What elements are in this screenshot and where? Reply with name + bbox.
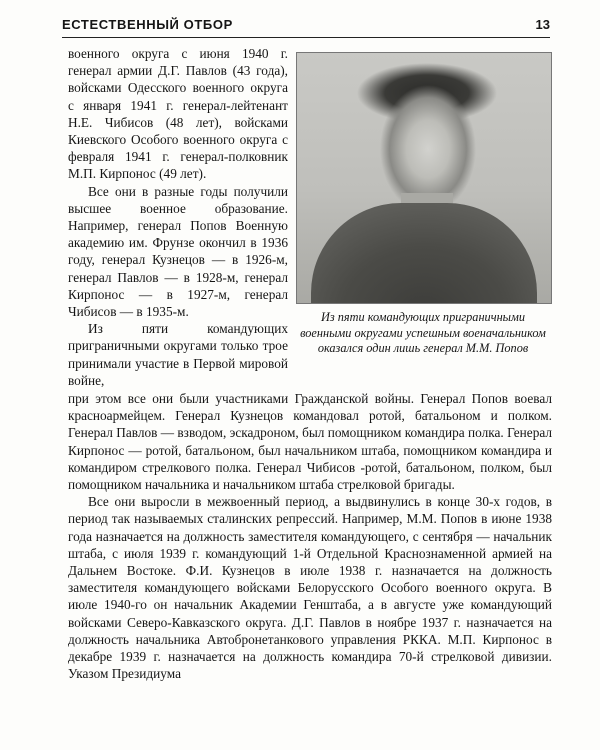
full-width-text: [68, 390, 552, 682]
photo-uniform: [311, 203, 537, 304]
paragraph-3-rest: при этом все они были участниками Гражданской войны. Генерал Попов воевал красноармейцем. Генерал Кузнецов командовал ротой, батальоном и полком. Генерал Павлов — взводом, эскадроном, был помощником командира полка. Генерал Кирпонос — ротой, батальоном, был начальником штаба, помощником командира и командиром стрелкового полка. Генерал Чибисов -ротой, батальоном, полком, был помощником начальника и начальником штаба стрелковой бригады.: [68, 391, 552, 493]
paragraph-4: Все они выросли в межвоенный период, а выдвинулись в конце 30-х годов, в период так называемых сталинских репрессий. Например, М.М. Попов в июне 1938 года назначается на должность заместителя командующего, с сентября — начальник штаба, с июля 1939 г. командующий 1-й Отдельной Краснознаменной армией на Дальнем Востоке. Ф.И. Кузнецов в июле 1938 г. назначается на должность заместителя командующего войсками Белорусского Особого военного округа. В июле 1940-го он начальник Академии Генштаба, а в августе уже командующий войсками Северо-Кавказского округа. Д.Г. Павлов в ноябре 1937 г. назначается на должность начальника Автобронетанкового управления РККА. М.П. Кирпонос в декабре 1939 г. назначается на должность командира 70-й стрелковой дивизии. Указом Президиума: [68, 494, 552, 682]
chapter-title: ЕСТЕСТВЕННЫЙ ОТБОР: [62, 17, 233, 32]
running-header: [62, 15, 550, 38]
left-column: [68, 45, 288, 389]
photo-caption: Из пяти командующих приграничными военными округами успешным военачальником оказался один лишь генерал М.М. Попов: [300, 310, 546, 356]
paragraph-1: военного округа с июня 1940 г. генерал армии Д.Г. Павлов (43 года), войсками Одесского военного округа с января 1941 г. генерал-лейтенант Н.Е. Чибисов (48 лет), войсками Киевского Особого военного округа с февраля 1941 г. генерал-полковник М.П. Кирпонос (49 лет).: [68, 46, 288, 182]
paragraph-3-start: Из пяти командующих приграничными округами только трое принимали участие в Первой мировой войне,: [68, 321, 288, 388]
portrait-photo: [296, 52, 552, 304]
paragraph-2: Все они в разные годы получили высшее военное образование. Например, генерал Попов Военную академию им. Фрунзе окончил в 1936 году, генерал Кузнецов — в 1926-м, генерал Павлов — в 1928-м, генерал Кирпонос — в 1927-м, генерал Чибисов — в 1935-м.: [68, 183, 288, 320]
page-number: 13: [535, 17, 550, 32]
